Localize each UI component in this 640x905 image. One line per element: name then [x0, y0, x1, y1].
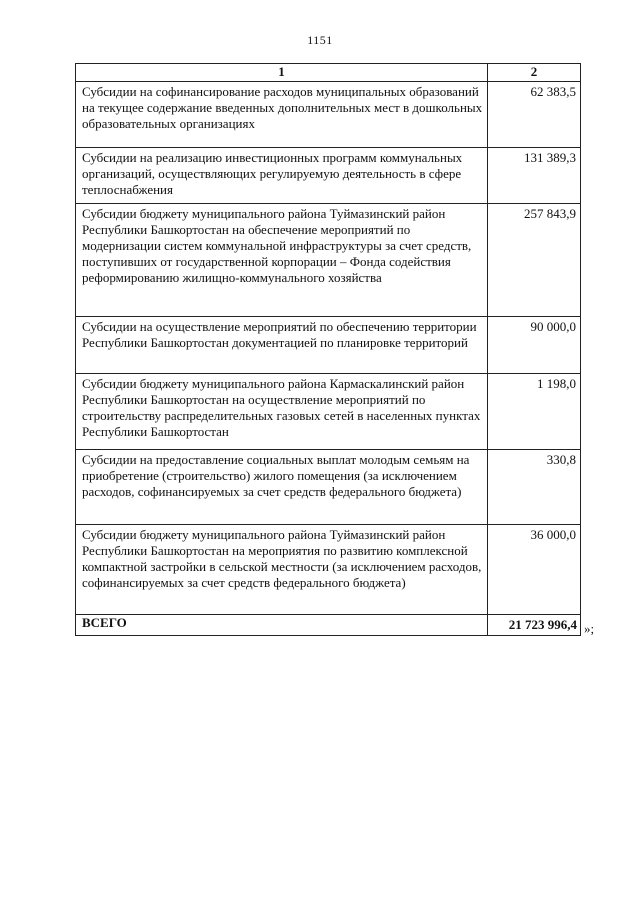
- table-row: [76, 148, 581, 204]
- row-description: Субсидии бюджету муниципального района Туймазинский район Республики Башкортостан на мероприятия по развитию комплексной компактной застройки в сельской местности (за исключением расходов, софинансируемых за счет средств федерального бюджета): [76, 525, 488, 615]
- column-header-2: 2: [488, 64, 581, 82]
- row-amount: 62 383,5: [488, 82, 581, 148]
- page-number: 1151: [307, 33, 333, 47]
- table-header-row: [76, 64, 581, 82]
- total-row: [76, 615, 581, 636]
- row-amount: 36 000,0: [488, 525, 581, 615]
- table-row: [76, 317, 581, 374]
- table-row: [76, 374, 581, 450]
- table-row: [76, 204, 581, 317]
- row-amount: 330,8: [488, 450, 581, 525]
- closing-quote-mark: »;: [584, 621, 595, 636]
- row-amount: 1 198,0: [488, 374, 581, 450]
- table-row: [76, 525, 581, 615]
- table-row: [76, 450, 581, 525]
- subsidies-table: [75, 63, 581, 636]
- total-amount: 21 723 996,4: [488, 615, 581, 636]
- total-label: ВСЕГО: [76, 615, 488, 636]
- table-row: [76, 82, 581, 148]
- row-description: Субсидии на софинансирование расходов муниципальных образований на текущее содержание введенных дополнительных мест в дошкольных образовательных организациях: [76, 82, 488, 148]
- row-description: Субсидии бюджету муниципального района Кармаскалинский район Республики Башкортостан на осуществление мероприятий по строительству распределительных газовых сетей в населенных пунктах Республики Башкортостан: [76, 374, 488, 450]
- row-amount: 90 000,0: [488, 317, 581, 374]
- row-description: Субсидии на реализацию инвестиционных программ коммунальных организаций, осуществляющих регулируемую деятельность в сфере теплоснабжения: [76, 148, 488, 204]
- row-description: Субсидии на осуществление мероприятий по обеспечению территории Республики Башкортостан документацией по планировке территорий: [76, 317, 488, 374]
- row-amount: 131 389,3: [488, 148, 581, 204]
- row-description: Субсидии бюджету муниципального района Туймазинский район Республики Башкортостан на обеспечение мероприятий по модернизации систем коммунальной инфраструктуры за счет средств, поступивших от государственной корпорации – Фонда содействия реформированию жилищно-коммунального хозяйства: [76, 204, 488, 317]
- row-amount: 257 843,9: [488, 204, 581, 317]
- column-header-1: 1: [76, 64, 488, 82]
- row-description: Субсидии на предоставление социальных выплат молодым семьям на приобретение (строительство) жилого помещения (за исключением расходов, софинансируемых за счет средств федерального бюджета): [76, 450, 488, 525]
